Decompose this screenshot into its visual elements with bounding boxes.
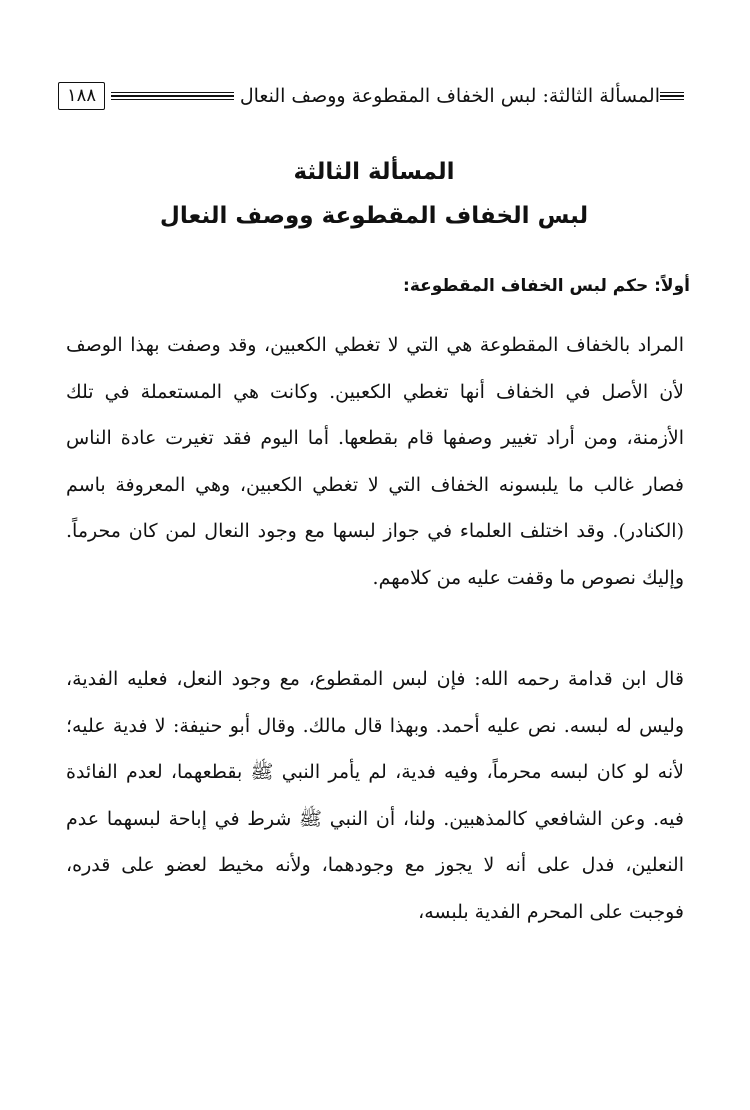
running-header bbox=[58, 76, 690, 116]
issue-subtitle: لبس الخفاف المقطوعة ووصف النعال bbox=[159, 203, 589, 229]
body-paragraph-1: المراد بالخفاف المقطوعة هي التي لا تغطي الكعبين، وقد وصفت بهذا الوصف لأن الأصل في الخفاف أنها تغطي الكعبين. وكانت هي المستعملة في تلك الأزمنة، ومن أراد تغيير وصفها قام بقطعها. أما اليوم فقد تغيرت عادة الناس فصار غالب ما يلبسونه الخفاف التي لا تغطي الكعبين، وهي المعروفة باسم (الكنادر). وقد اختلف العلماء في جواز لبسها مع وجود النعال لمن كان محرماً. وإليك نصوص ما وقفت عليه من كلامهم. bbox=[66, 334, 684, 589]
section-heading: أولاً: حكم لبس الخفاف المقطوعة: bbox=[403, 276, 690, 296]
running-header-title: المسألة الثالثة: لبس الخفاف المقطوعة ووصف النعال bbox=[239, 85, 660, 107]
header-rule-right bbox=[660, 92, 684, 101]
page-number: ١٨٨ bbox=[58, 82, 105, 110]
body-paragraph-2: قال ابن قدامة رحمه الله: فإن لبس المقطوع، مع وجود النعل، فعليه الفدية، وليس له لبسه. نص عليه أحمد. وبهذا قال مالك. وقال أبو حنيفة: لا فدية عليه؛ لأنه لو كان لبسه محرماً، وفيه فدية، لم يأمر النبي ﷺ بقطعهما، لعدم الفائدة فيه. وعن الشافعي كالمذهبين. ولنا، أن النبي ﷺ شرط في إباحة لبسهما عدم النعلين، فدل على أنه لا يجوز مع وجودهما، ولأنه مخيط لعضو على قدره، فوجبت على المحرم الفدية بلبسه، bbox=[66, 668, 684, 923]
issue-title: المسألة الثالثة bbox=[293, 159, 455, 185]
header-rule-long bbox=[111, 92, 234, 101]
